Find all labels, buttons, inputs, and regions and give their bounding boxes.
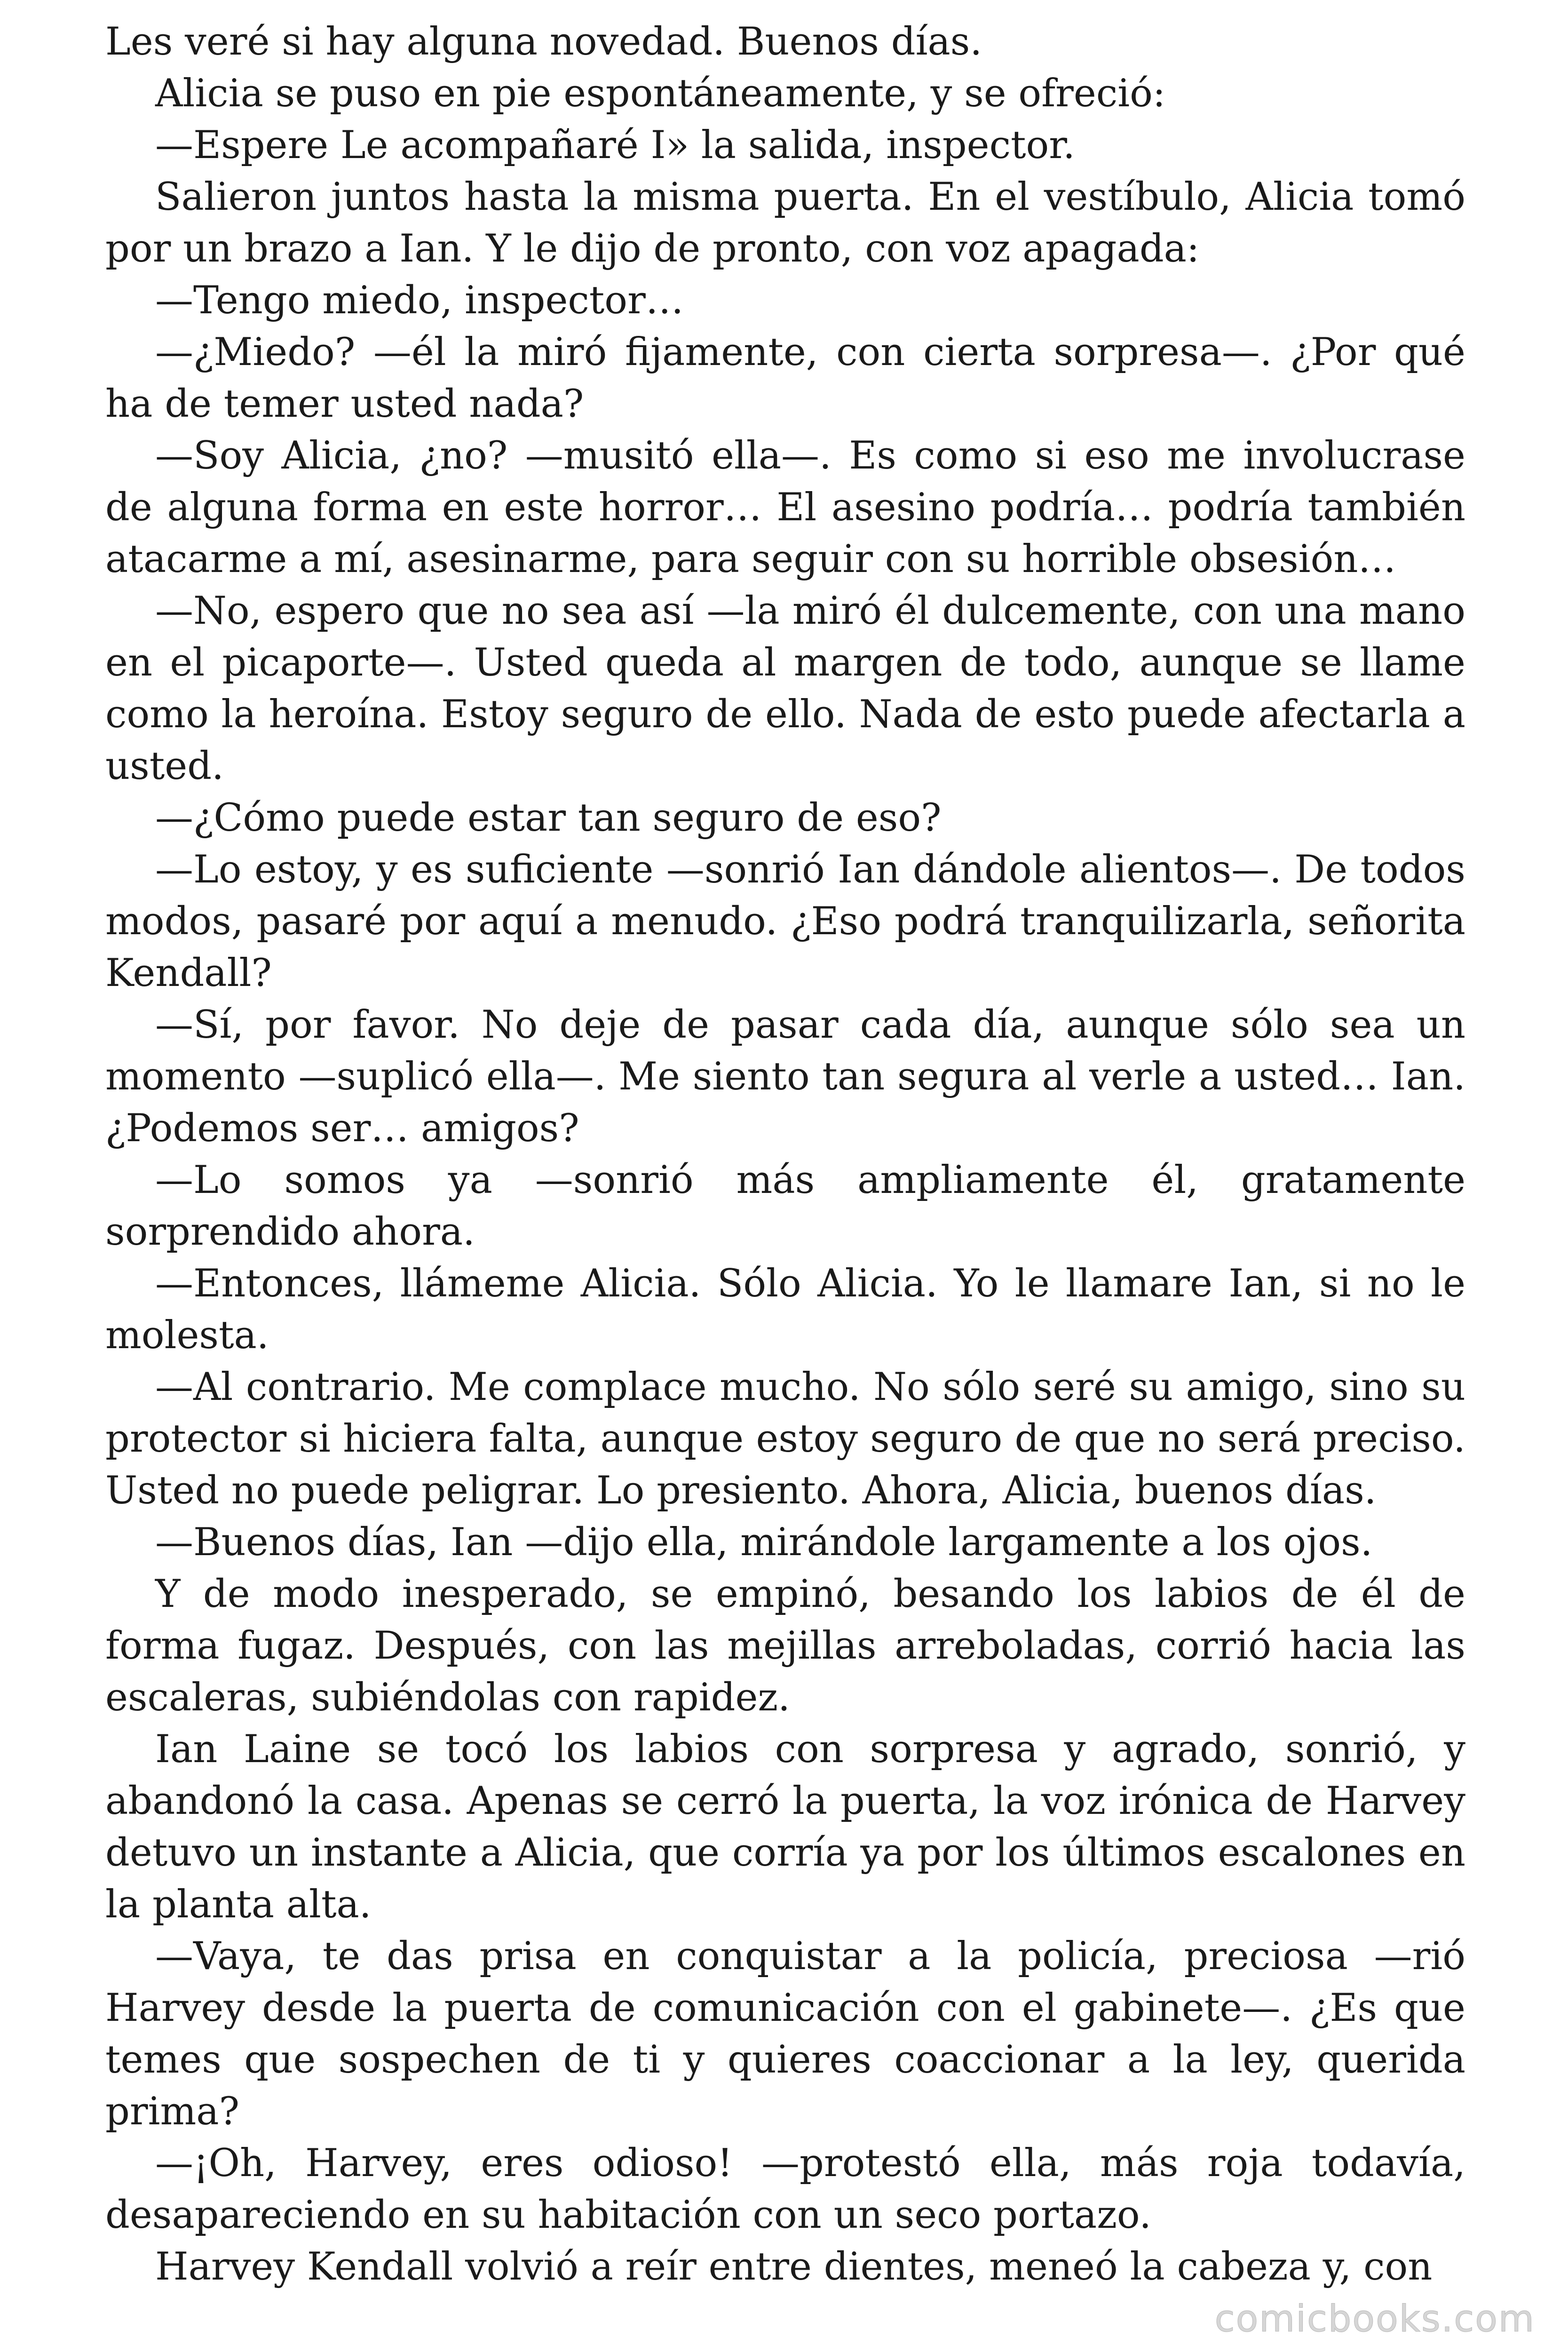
book-page [105,16,1465,2293]
paragraph: —No, espero que no sea así —la miró él dulcemente, con una mano en el picaporte—. Usted queda al margen de todo, aunque se llame como la heroína. Estoy seguro de ello. Nada de esto puede afectarla a usted. [105,589,1465,788]
paragraph: —Al contrario. Me complace mucho. No sólo seré su amigo, sino su protector si hiciera falta, aunque estoy seguro de que no será preciso. Usted no puede peligrar. Lo presiento. Ahora, Alicia, buenos días. [105,1365,1465,1513]
paragraph: —Sí, por favor. No deje de pasar cada día, aunque sólo sea un momento —suplicó ella—. Me siento tan segura al verle a usted… Ian. ¿Podemos ser… amigos? [105,1003,1465,1151]
paragraph: Y de modo inesperado, se empinó, besando los labios de él de forma fugaz. Después, con las mejillas arreboladas, corrió hacia las escaleras, subiéndolas con rapidez. [105,1572,1465,1720]
watermark: comicbooks.com [1214,2298,1535,2340]
paragraph: —Entonces, llámeme Alicia. Sólo Alicia. Yo le llamare Ian, si no le molesta. [105,1262,1465,1358]
paragraph: Les veré si hay alguna novedad. Buenos días. [105,20,982,64]
paragraph: Ian Laine se tocó los labios con sorpresa y agrado, sonrió, y abandonó la casa. Apenas se cerró la puerta, la voz irónica de Harvey detuvo un instante a Alicia, que corría ya por los últimos escalones en la planta alta. [105,1727,1465,1927]
paragraph: —¿Cómo puede estar tan seguro de eso? [155,796,942,840]
paragraph: —Soy Alicia, ¿no? —musitó ella—. Es como si eso me involucrase de alguna forma en este horror… El asesino podría… podría también atacarme a mí, asesinarme, para seguir con su horrible obsesión… [105,434,1465,581]
paragraph: —¡Oh, Harvey, eres odioso! —protestó ella, más roja todavía, desapareciendo en su habitación con un seco portazo. [105,2141,1465,2237]
paragraph: —Buenos días, Ian —dijo ella, mirándole largamente a los ojos. [155,1520,1373,1565]
paragraph: Harvey Kendall volvió a reír entre dientes, meneó la cabeza y, con [155,2245,1433,2289]
paragraph: —Lo estoy, y es suficiente —sonrió Ian dándole alientos—. De todos modos, pasaré por aquí a menudo. ¿Eso podrá tranquilizarla, señorita Kendall? [105,848,1465,995]
paragraph: —Tengo miedo, inspector… [155,278,684,323]
paragraph: Salieron juntos hasta la misma puerta. En el vestíbulo, Alicia tomó por un brazo a Ian. Y le dijo de pronto, con voz apagada: [105,175,1465,271]
paragraph: Alicia se puso en pie espontáneamente, y se ofreció: [155,72,1166,116]
paragraph: —Vaya, te das prisa en conquistar a la policía, preciosa —rió Harvey desde la puerta de comunicación con el gabinete—. ¿Es que temes que sospechen de ti y quieres coaccionar a la ley, querida prima? [105,1934,1465,2134]
paragraph: —Espere Le acompañaré I» la salida, inspector. [155,123,1075,167]
paragraph: —¿Miedo? —él la miró fijamente, con cierta sorpresa—. ¿Por qué ha de temer usted nada? [105,330,1465,426]
paragraph: —Lo somos ya —sonrió más ampliamente él, gratamente sorprendido ahora. [105,1158,1465,1254]
